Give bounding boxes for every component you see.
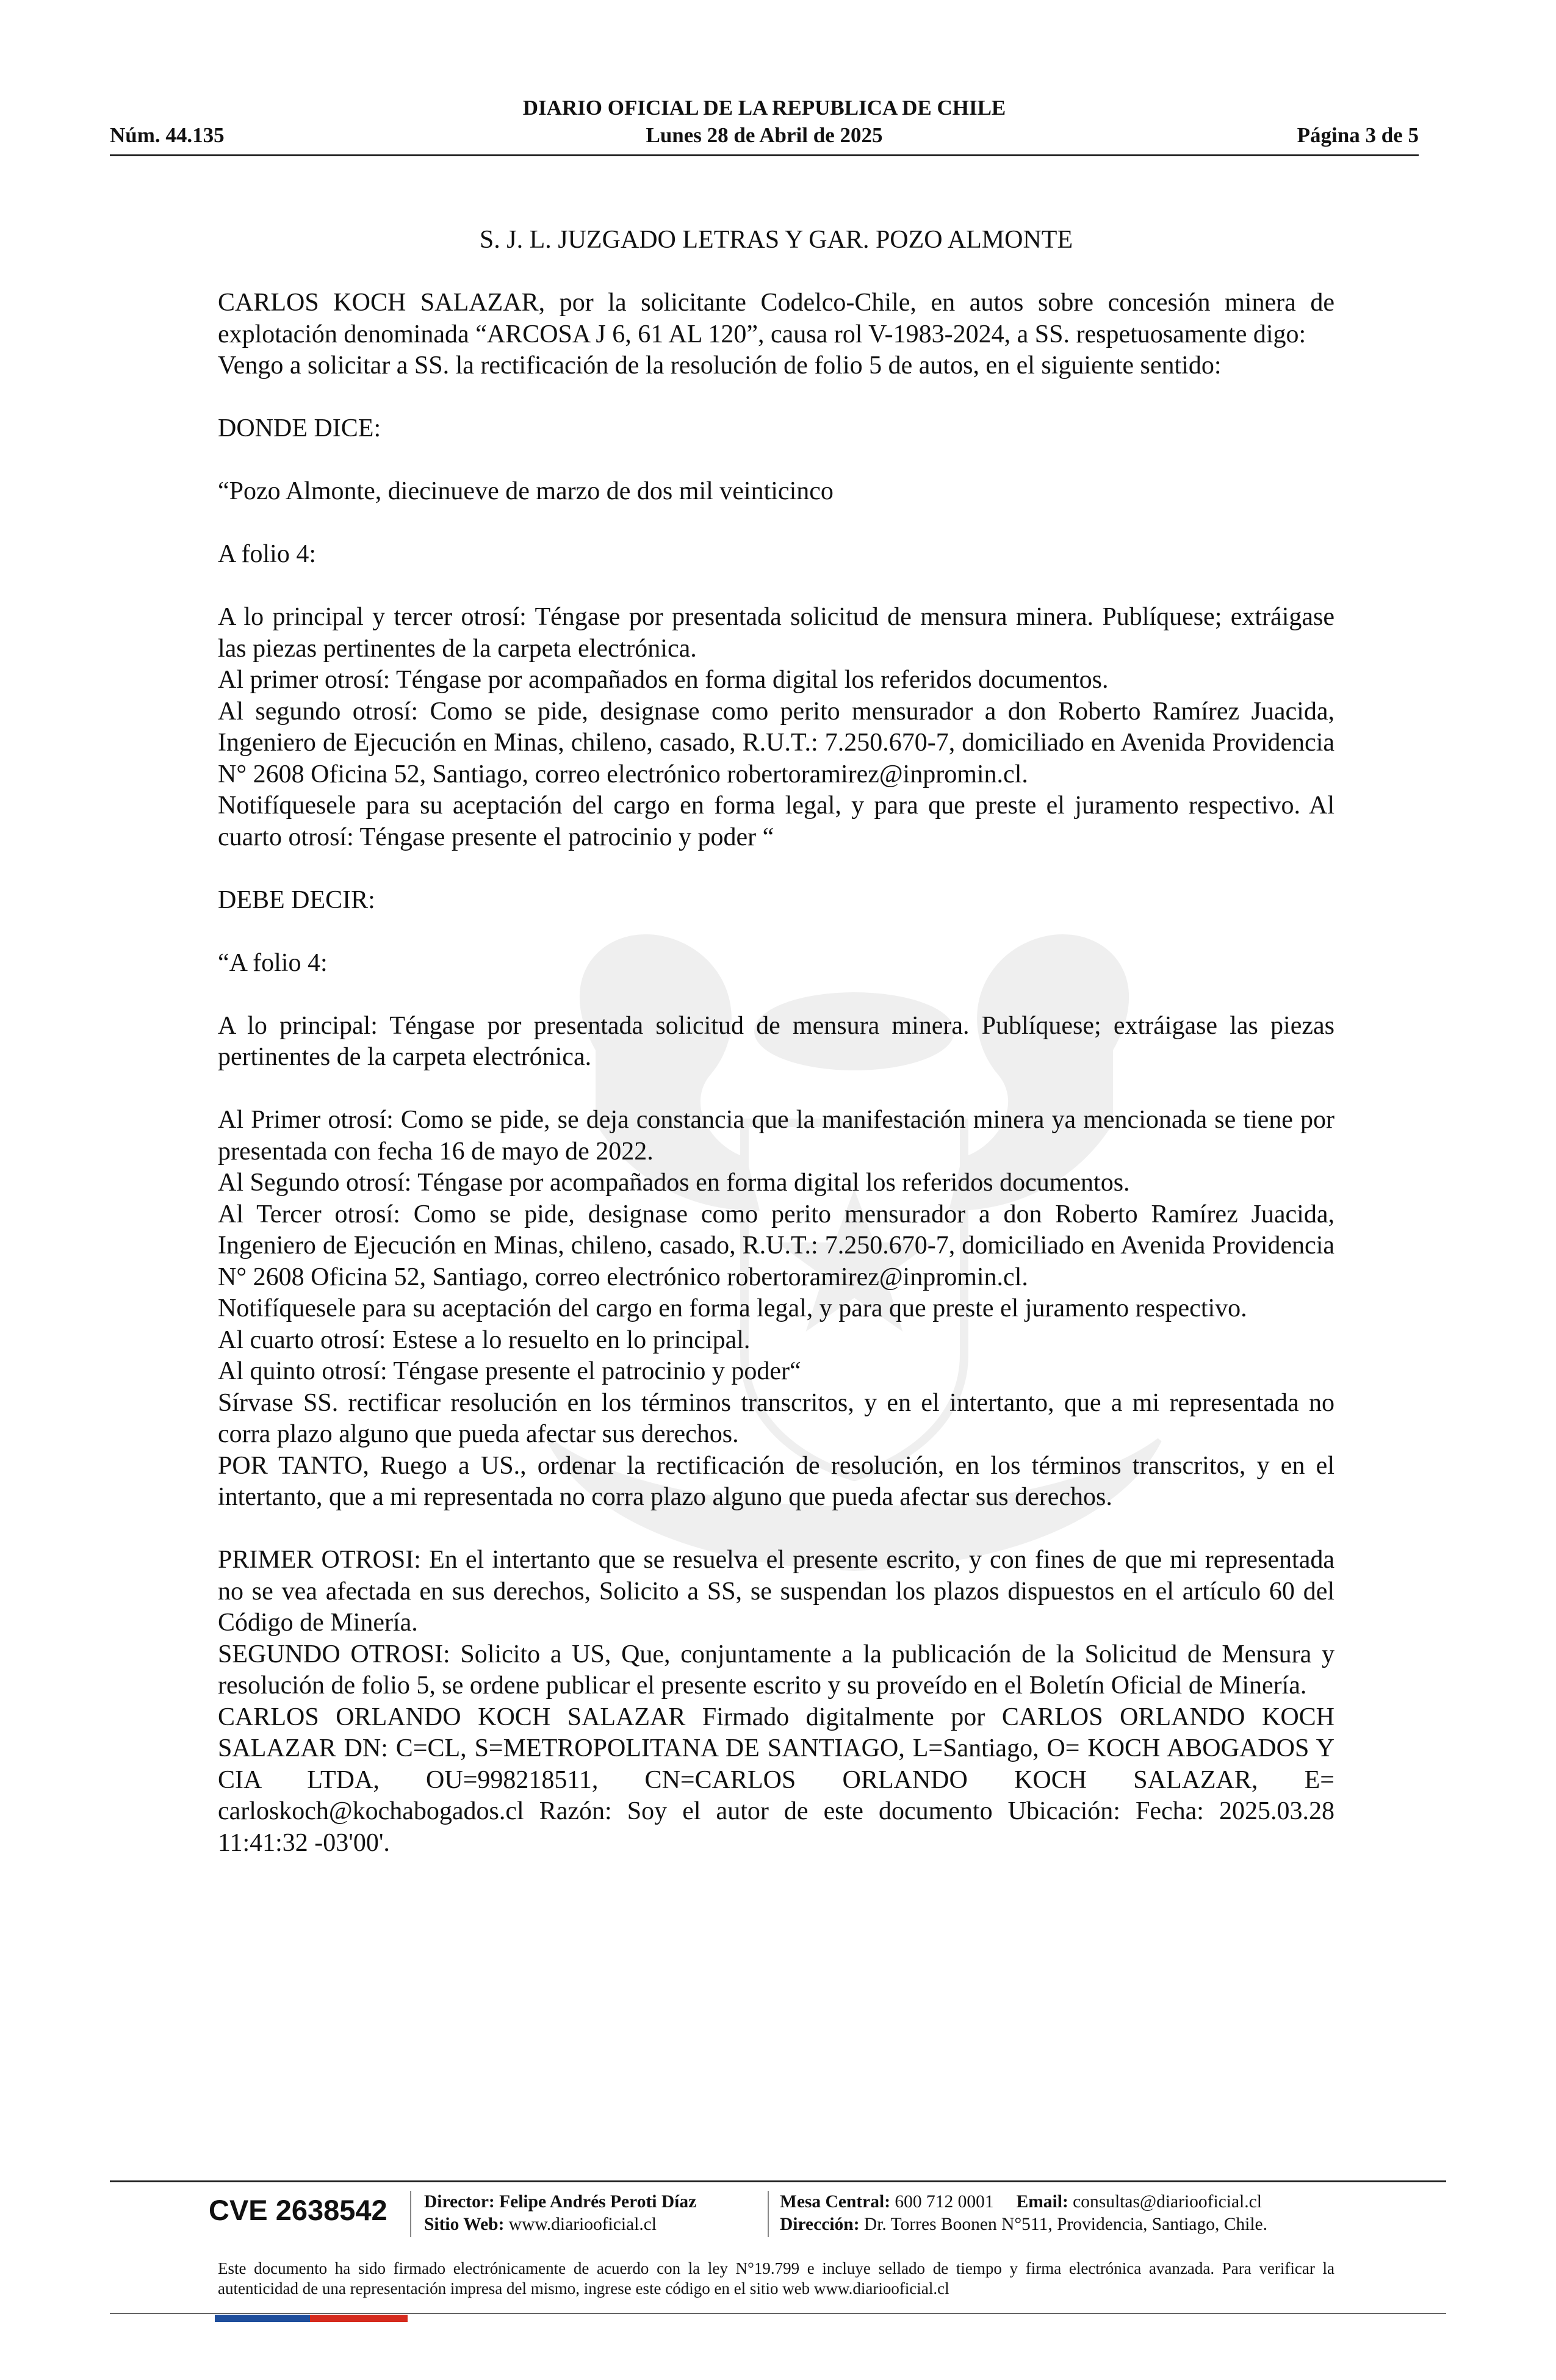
label-debe-decir: DEBE DECIR: [218, 885, 375, 914]
quote-date: “Pozo Almonte, diecinueve de marzo de dos mil veinticinco [218, 477, 834, 505]
paragraph-por-tanto: POR TANTO, Ruego a US., ordenar la rectificación de resolución, en los términos transcritos, y en el intertanto, que a mi representada no corra plazo alguno que pueda afectar sus derechos. [218, 1451, 1334, 1511]
page-indicator: Página 3 de 5 [1297, 123, 1419, 147]
address-value: Dr. Torres Boonen N°511, Providencia, Santiago, Chile. [863, 2215, 1268, 2234]
flag-stripe [215, 2315, 408, 2322]
header-divider [110, 154, 1419, 156]
corrected-tercer-otrosi: Al Tercer otrosí: Como se pide, designase como perito mensurador a don Roberto Ramírez Juacida, Ingeniero de Ejecución en Minas, chileno, casado, R.U.T.: 7.250.670-7, domiciliado en Avenida Providencia N° 2608 Oficina 52, Santiago, correo electrónico robertoramirez@inpromin.cl. [218, 1200, 1334, 1291]
label-donde-dice: DONDE DICE: [218, 414, 381, 442]
spacer [218, 853, 1334, 885]
website-link[interactable]: www.diariooficial.cl [508, 2215, 657, 2234]
legal-notice [218, 2259, 1334, 2299]
original-primer-otrosi: Al primer otrosí: Téngase por acompañados en forma digital los referidos documentos. [218, 666, 1109, 694]
court-heading: S. J. L. JUZGADO LETRAS Y GAR. POZO ALMONTE [479, 226, 1073, 254]
digital-signature-block: CARLOS ORLANDO KOCH SALAZAR Firmado digitalmente por CARLOS ORLANDO KOCH SALAZAR DN: C=CL, S=METROPOLITANA DE SANTIAGO, L=Santiago, O= KOCH ABOGADOS Y CIA LTDA, OU=998218511, CN=CARLOS ORLANDO KOCH SALAZAR, E= carloskoch@kochabogados.cl Razón: Soy el autor de este documento Ubicación: Fecha: 2025.03.28 11:41:32 -03'00'. [218, 1703, 1334, 1857]
spacer [218, 1073, 1334, 1105]
paragraph-sirvase: Sírvase SS. rectificar resolución en los términos transcritos, y en el intertanto, que a mi representada no corra plazo alguno que pueda afectar sus derechos. [218, 1388, 1334, 1448]
footer-divider [110, 2180, 1446, 2182]
footer-director-block [424, 2191, 696, 2236]
email-link[interactable]: consultas@diariooficial.cl [1073, 2192, 1262, 2212]
website-label: Sitio Web: [424, 2215, 505, 2234]
spacer [218, 445, 1334, 477]
mesa-central-label: Mesa Central: [780, 2192, 891, 2212]
spacer [218, 256, 1334, 288]
folio-heading-original: A folio 4: [218, 540, 317, 568]
footer-contact-block [780, 2191, 1267, 2236]
original-principal: A lo principal y tercer otrosí: Téngase por presentada solicitud de mensura minera. Publíquese; extráigase las piezas pertinentes de la carpeta electrónica. [218, 603, 1334, 663]
paragraph-intro: CARLOS KOCH SALAZAR, por la solicitante Codelco-Chile, en autos sobre concesión minera de explotación denominada “ARCOSA J 6, 61 AL 120”, causa rol V-1983-2024, a SS. respetuosamente digo: [218, 289, 1334, 348]
legal-notice-text: Este documento ha sido firmado electrónicamente de acuerdo con la ley N°19.799 e incluye sellado de tiempo y firma electrónica avanzada. Para verificar la autenticidad de una representación impresa del mismo, ingrese este código en el sitio web www.diariooficial.cl [218, 2259, 1334, 2298]
director-label: Director: [424, 2192, 495, 2212]
issue-number: Núm. 44.135 [110, 123, 225, 147]
document-body [218, 225, 1334, 1859]
mesa-central-phone: 600 712 0001 [895, 2192, 994, 2212]
page-header [110, 95, 1419, 156]
cve-code: CVE 2638542 [209, 2194, 387, 2226]
corrected-notificacion: Notifíquesele para su aceptación del cargo en forma legal, y para que preste el juramento respectivo. [218, 1294, 1247, 1322]
paragraph-segundo-otrosi: SEGUNDO OTROSI: Solicito a US, Que, conjuntamente a la publicación de la Solicitud de Mensura y resolución de folio 5, se ordene publicar el presente escrito y su proveído en el Boletín Oficial de Minería. [218, 1640, 1334, 1700]
corrected-cuarto-otrosi: Al cuarto otrosí: Estese a lo resuelto en lo principal. [218, 1325, 751, 1354]
footer-separator [768, 2191, 769, 2237]
spacer [218, 916, 1334, 948]
spacer [218, 571, 1334, 602]
spacer [218, 382, 1334, 414]
issue-date: Lunes 28 de Abril de 2025 [646, 123, 883, 147]
original-segundo-otrosi: Al segundo otrosí: Como se pide, designase como perito mensurador a don Roberto Ramírez Juacida, Ingeniero de Ejecución en Minas, chileno, casado, R.U.T.: 7.250.670-7, domiciliado en Avenida Providencia N° 2608 Oficina 52, Santiago, correo electrónico robertoramirez@inpromin.cl. [218, 697, 1334, 788]
paragraph-primer-otrosi: PRIMER OTROSI: En el intertanto que se resuelva el presente escrito, y con fines de que mi representada no se vea afectada en sus derechos, Solicito a SS, se suspendan los plazos dispuestos en el artículo 60 del Código de Minería. [218, 1546, 1334, 1637]
email-label: Email: [1016, 2192, 1068, 2212]
paragraph-request: Vengo a solicitar a SS. la rectificación de la resolución de folio 5 de autos, en el siguiente sentido: [218, 352, 1222, 380]
original-notificacion: Notifíquesele para su aceptación del cargo en forma legal, y para que preste el juramento respectivo. Al cuarto otrosí: Téngase presente el patrocinio y poder “ [218, 792, 1334, 851]
director-name: Felipe Andrés Peroti Díaz [499, 2192, 697, 2212]
footer-bottom-rule [110, 2313, 1446, 2314]
spacer [218, 1513, 1334, 1545]
spacer [218, 979, 1334, 1011]
corrected-principal: A lo principal: Téngase por presentada solicitud de mensura minera. Publíquese; extráigase las piezas pertinentes de la carpeta electrónica. [218, 1011, 1334, 1071]
address-label: Dirección: [780, 2215, 860, 2234]
corrected-segundo-otrosi: Al Segundo otrosí: Téngase por acompañados en forma digital los referidos documentos. [218, 1169, 1130, 1197]
publication-title: DIARIO OFICIAL DE LA REPUBLICA DE CHILE [522, 96, 1006, 120]
spacer [218, 508, 1334, 539]
footer-separator [410, 2191, 411, 2237]
corrected-primer-otrosi: Al Primer otrosí: Como se pide, se deja constancia que la manifestación minera ya mencionada se tiene por presentada con fecha 16 de mayo de 2022. [218, 1106, 1334, 1166]
flag-red-segment [310, 2315, 408, 2322]
flag-blue-segment [215, 2315, 310, 2322]
corrected-quinto-otrosi: Al quinto otrosí: Téngase presente el patrocinio y poder“ [218, 1357, 801, 1385]
folio-heading-corrected: “A folio 4: [218, 948, 328, 977]
